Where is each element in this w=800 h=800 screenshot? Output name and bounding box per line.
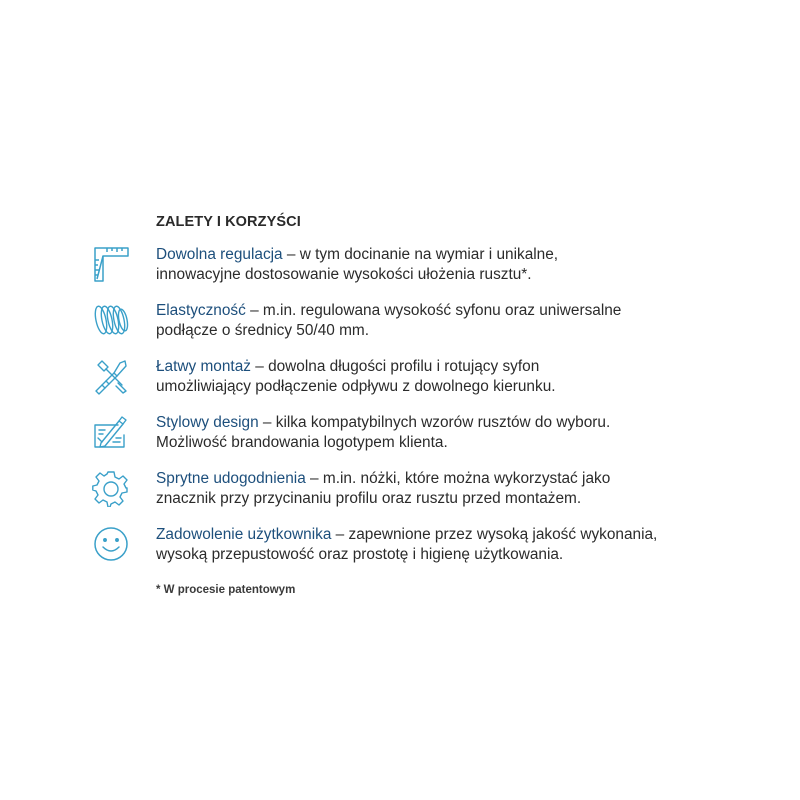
benefit-item xyxy=(90,469,710,525)
tools-icon xyxy=(92,357,130,395)
benefit-lead: Sprytne udogodnienia xyxy=(156,470,306,487)
benefit-desc-line2: Możliwość brandowania logotypem klienta. xyxy=(156,433,448,451)
benefit-item xyxy=(90,245,710,301)
benefit-lead: Elastyczność xyxy=(156,302,246,319)
benefits-panel xyxy=(90,212,710,596)
smiley-icon xyxy=(92,525,130,563)
benefit-item xyxy=(90,301,710,357)
benefit-desc-line2: znacznik przy przycinaniu profilu oraz rusztu przed montażem. xyxy=(156,489,582,507)
benefit-item xyxy=(90,357,710,413)
benefit-lead: Stylowy design xyxy=(156,414,259,431)
benefit-desc-line1: – w tym docinanie na wymiar i unikalne, xyxy=(282,246,559,263)
benefit-desc-line1: – kilka kompatybilnych wzorów rusztów do wyboru. xyxy=(258,414,611,431)
section-heading: ZALETY I KORZYŚCI xyxy=(156,214,301,230)
benefit-item xyxy=(90,413,710,469)
spring-coil-icon xyxy=(92,301,130,339)
benefit-desc-line1: – zapewnione przez wysoką jakość wykonania, xyxy=(331,526,658,543)
gear-icon xyxy=(92,469,130,507)
ruler-square-icon xyxy=(92,245,130,283)
benefit-item xyxy=(90,525,710,581)
benefit-desc-line2: wysoką przepustowość oraz prostotę i higienę użytkowania. xyxy=(156,545,564,563)
benefit-desc-line2: innowacyjne dostosowanie wysokości ułożenia rusztu*. xyxy=(156,265,532,283)
benefit-lead: Łatwy montaż xyxy=(156,358,251,375)
benefit-desc-line1: – m.in. nóżki, które można wykorzystać jako xyxy=(305,470,611,487)
benefit-desc-line2: podłącze o średnicy 50/40 mm. xyxy=(156,321,370,339)
design-pencil-icon xyxy=(92,413,130,451)
benefit-lead: Zadowolenie użytkownika xyxy=(156,526,332,543)
benefit-desc-line2: umożliwiający podłączenie odpływu z dowolnego kierunku. xyxy=(156,377,556,395)
benefit-desc-line1: – dowolna długości profilu i rotujący syfon xyxy=(250,358,540,375)
benefit-lead: Dowolna regulacja xyxy=(156,246,283,263)
patent-footnote: * W procesie patentowym xyxy=(156,584,296,596)
benefit-desc-line1: – m.in. regulowana wysokość syfonu oraz uniwersalne xyxy=(245,302,622,319)
